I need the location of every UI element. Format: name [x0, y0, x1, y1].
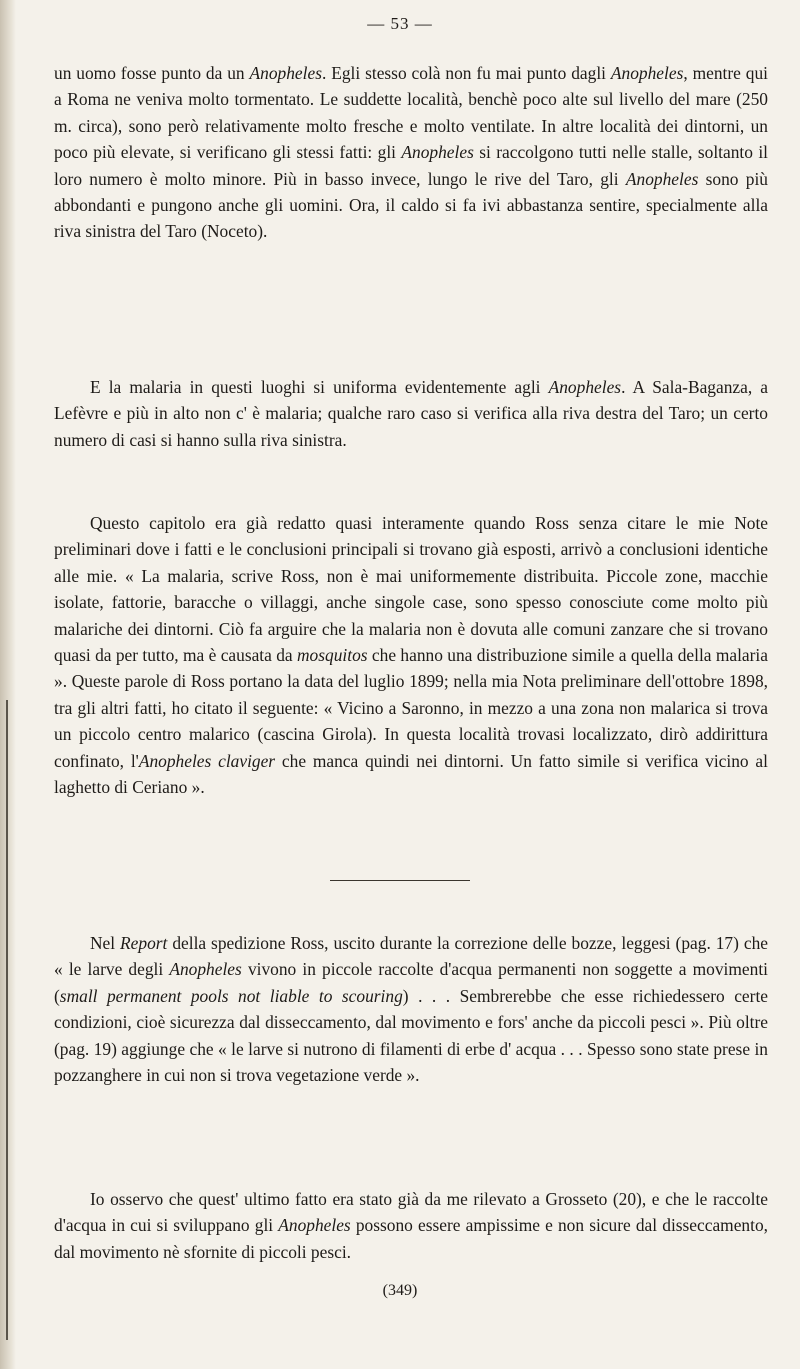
folio: (349): [382, 1282, 418, 1299]
italic-term: Report: [120, 933, 168, 953]
paragraph-5: [54, 1186, 768, 1265]
italic-term: Anopheles: [401, 142, 474, 163]
italic-term: Anopheles: [249, 63, 322, 83]
text-run: un uomo fosse punto da un: [54, 63, 250, 83]
text-run: che manca quindi nei dintorni. Un fatto simile si verifica vicino al laghetto di Ceriano ».: [54, 750, 768, 798]
text-run: sono più abbondanti e pungono anche gli uomini. Ora, il caldo si fa ivi abbastanza sentire, specialmente alla riva sinistra del Taro (Noceto).: [54, 168, 768, 242]
italic-term: Anopheles claviger: [138, 750, 276, 771]
text-run: della spedizione Ross, uscito durante la correzione delle bozze, leggesi (pag. 17) che « le larve degli: [54, 933, 768, 980]
text-run: vivono in piccole raccolte d'acqua permanenti non soggette a movimenti (: [54, 959, 768, 1006]
italic-term: Anopheles: [278, 1215, 351, 1236]
text-run: si raccolgono tutti nelle stalle, soltanto il loro numero è molto minore. Più in basso invece, lungo le rive del Taro, gli: [54, 142, 768, 189]
text-run: , mentre qui a Roma ne veniva molto tormentato. Le suddette località, benchè poco alte sul livello del mare (250 m. circa), sono però relativamente molto fresche e molto ventilate. In altre località dei dintorni, un poco più elevate, si verificano gli stessi fatti: gli: [54, 63, 768, 163]
italic-term: mosquitos: [297, 645, 368, 666]
text-run: . A Sala-Baganza, a Lefèvre e più in alto non c' è malaria; qualche raro caso si verifica alla riva destra del Taro; un certo numero di casi si hanno sulla riva sinistra.: [54, 377, 768, 450]
text-run: E la malaria in questi luoghi si uniforma evidentemente agli: [90, 377, 549, 397]
text-run: Questo capitolo era già redatto quasi interamente quando Ross senza citare le mie Note preliminari dove i fatti e le conclusioni principali si trovano già esposti, arrivò a conclusioni identiche alle mie. « La malaria, scrive Ross, non è mai uniformemente distribuita. Piccole zone, macchie isolate, fattorie, baracche o villaggi, anche singole case, sono spesso conosciute come molto più malariche dei dintorni. Ciò fa arguire che la malaria non è dovuta alle comuni zanzare che si trovano quasi da per tutto, ma è causata da: [54, 513, 768, 666]
page-left-edge: [0, 0, 16, 1369]
paragraph-1: [54, 60, 768, 245]
page-number: — 53 —: [367, 14, 433, 33]
paragraph-3: [54, 510, 768, 800]
italic-term: Anopheles: [169, 959, 242, 980]
binding-mark: [6, 700, 8, 1340]
italic-term: Anopheles: [610, 63, 684, 83]
text-run: che hanno una distribuzione simile a quella della malaria ». Queste parole di Ross portano la data del luglio 1899; nella mia Nota preliminare dell'ottobre 1898, tra gli altri fatti, ho citato il seguente: « Vicino a Saronno, in mezzo a una zona non malarica si trova un piccolo centro malarico (cascina Girola). In questa località trovasi localizzato, dirò addirittura confinato, l': [54, 645, 768, 771]
section-divider-1: [330, 880, 470, 881]
italic-term: Anopheles: [625, 168, 699, 189]
text-run: . Egli stesso colà non fu mai punto dagli: [321, 63, 611, 83]
text-run: Io osservo che quest' ultimo fatto era stato già da me rilevato a Grosseto (20), e che le raccolte d'acqua in cui si sviluppano gli: [54, 1189, 768, 1236]
text-run: possono essere ampissime e non sicure dal disseccamento, dal movimento nè sfornite di piccoli pesci.: [54, 1215, 768, 1262]
italic-term: Anopheles: [548, 377, 622, 397]
paragraph-4: [54, 930, 768, 1088]
italic-term: small permanent pools not liable to scouring: [59, 985, 403, 1006]
text-run: Nel: [90, 933, 121, 953]
paragraph-2: [54, 374, 768, 453]
text-run: ) . . . Sembrerebbe che esse richiedessero certe condizioni, cioè sicurezza dal disseccamento, dal movimento e fors' anche da piccoli pesci ». Più oltre (pag. 19) aggiunge che « le larve si nutrono di filamenti di erbe d' acqua . . . Spesso sono state prese in pozzanghere in cui non si trova vegetazione verde ».: [54, 985, 768, 1086]
